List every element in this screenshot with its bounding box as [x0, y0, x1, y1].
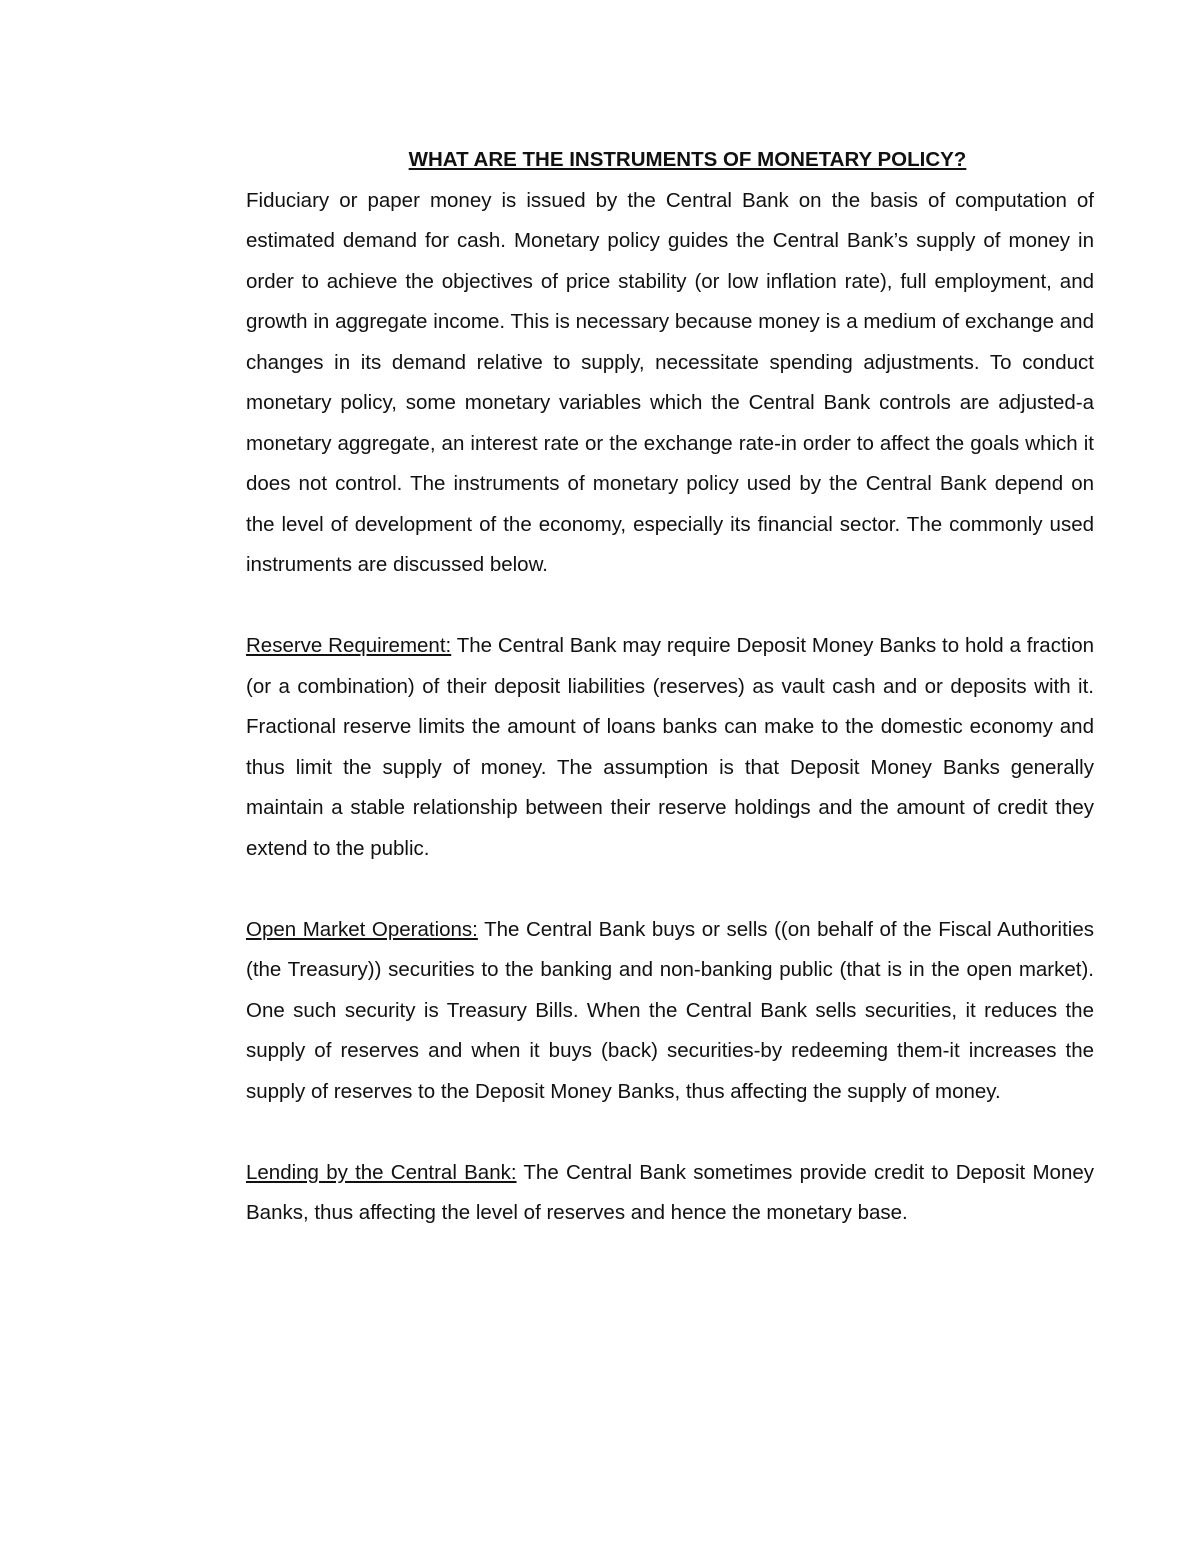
document-title: WHAT ARE THE INSTRUMENTS OF MONETARY POLICY? [408, 148, 967, 171]
section-reserve-requirement [246, 626, 1094, 869]
paragraph-gap [246, 869, 1094, 910]
section-heading: Open Market Operations: [246, 917, 478, 941]
section-body: The Central Bank sometimes provide credit to Deposit Money Banks, thus affecting the level of reserves and hence the monetary base. [246, 1160, 1094, 1224]
section-heading: Reserve Requirement: [246, 634, 452, 657]
section-body: The Central Bank may require Deposit Money Banks to hold a fraction (or a combination) of their deposit liabilities (reserves) as vault cash and or deposits with it. Fractional reserve limits the amount of loans banks can make to the domestic economy and thus limit the supply of money. The assumption is that Deposit Money Banks generally maintain a stable relationship between their reserve holdings and the amount of credit they extend to the public. [246, 634, 1094, 860]
paragraph-gap [246, 1112, 1094, 1153]
intro-paragraph: Fiduciary or paper money is issued by the Central Bank on the basis of computation of estimated demand for cash. Monetary policy guides the Central Bank’s supply of money in order to achieve the objectives of price stability (or low inflation rate), full employment, and growth in aggregate income. This is necessary because money is a medium of exchange and changes in its demand relative to supply, necessitate spending adjustments. To conduct monetary policy, some monetary variables which the Central Bank controls are adjusted-a monetary aggregate, an interest rate or the exchange rate-in order to affect the goals which it does not control. The instruments of monetary policy used by the Central Bank depend on the level of development of the economy, especially its financial sector. The commonly used instruments are discussed below. [246, 188, 1094, 576]
paragraph-gap [246, 586, 1094, 627]
section-body: The Central Bank buys or sells ((on behalf of the Fiscal Authorities (the Treasury)) securities to the banking and non-banking public (that is in the open market). One such security is Treasury Bills. When the Central Bank sells securities, it reduces the supply of reserves and when it buys (back) securities-by redeeming them-it increases the supply of reserves to the Deposit Money Banks, thus affecting the supply of money. [246, 917, 1095, 1103]
section-heading: Lending by the Central Bank: [246, 1160, 517, 1184]
section-lending-by-central-bank [246, 1153, 1094, 1234]
document-page [246, 140, 1094, 1234]
section-open-market-operations [246, 910, 1094, 1113]
